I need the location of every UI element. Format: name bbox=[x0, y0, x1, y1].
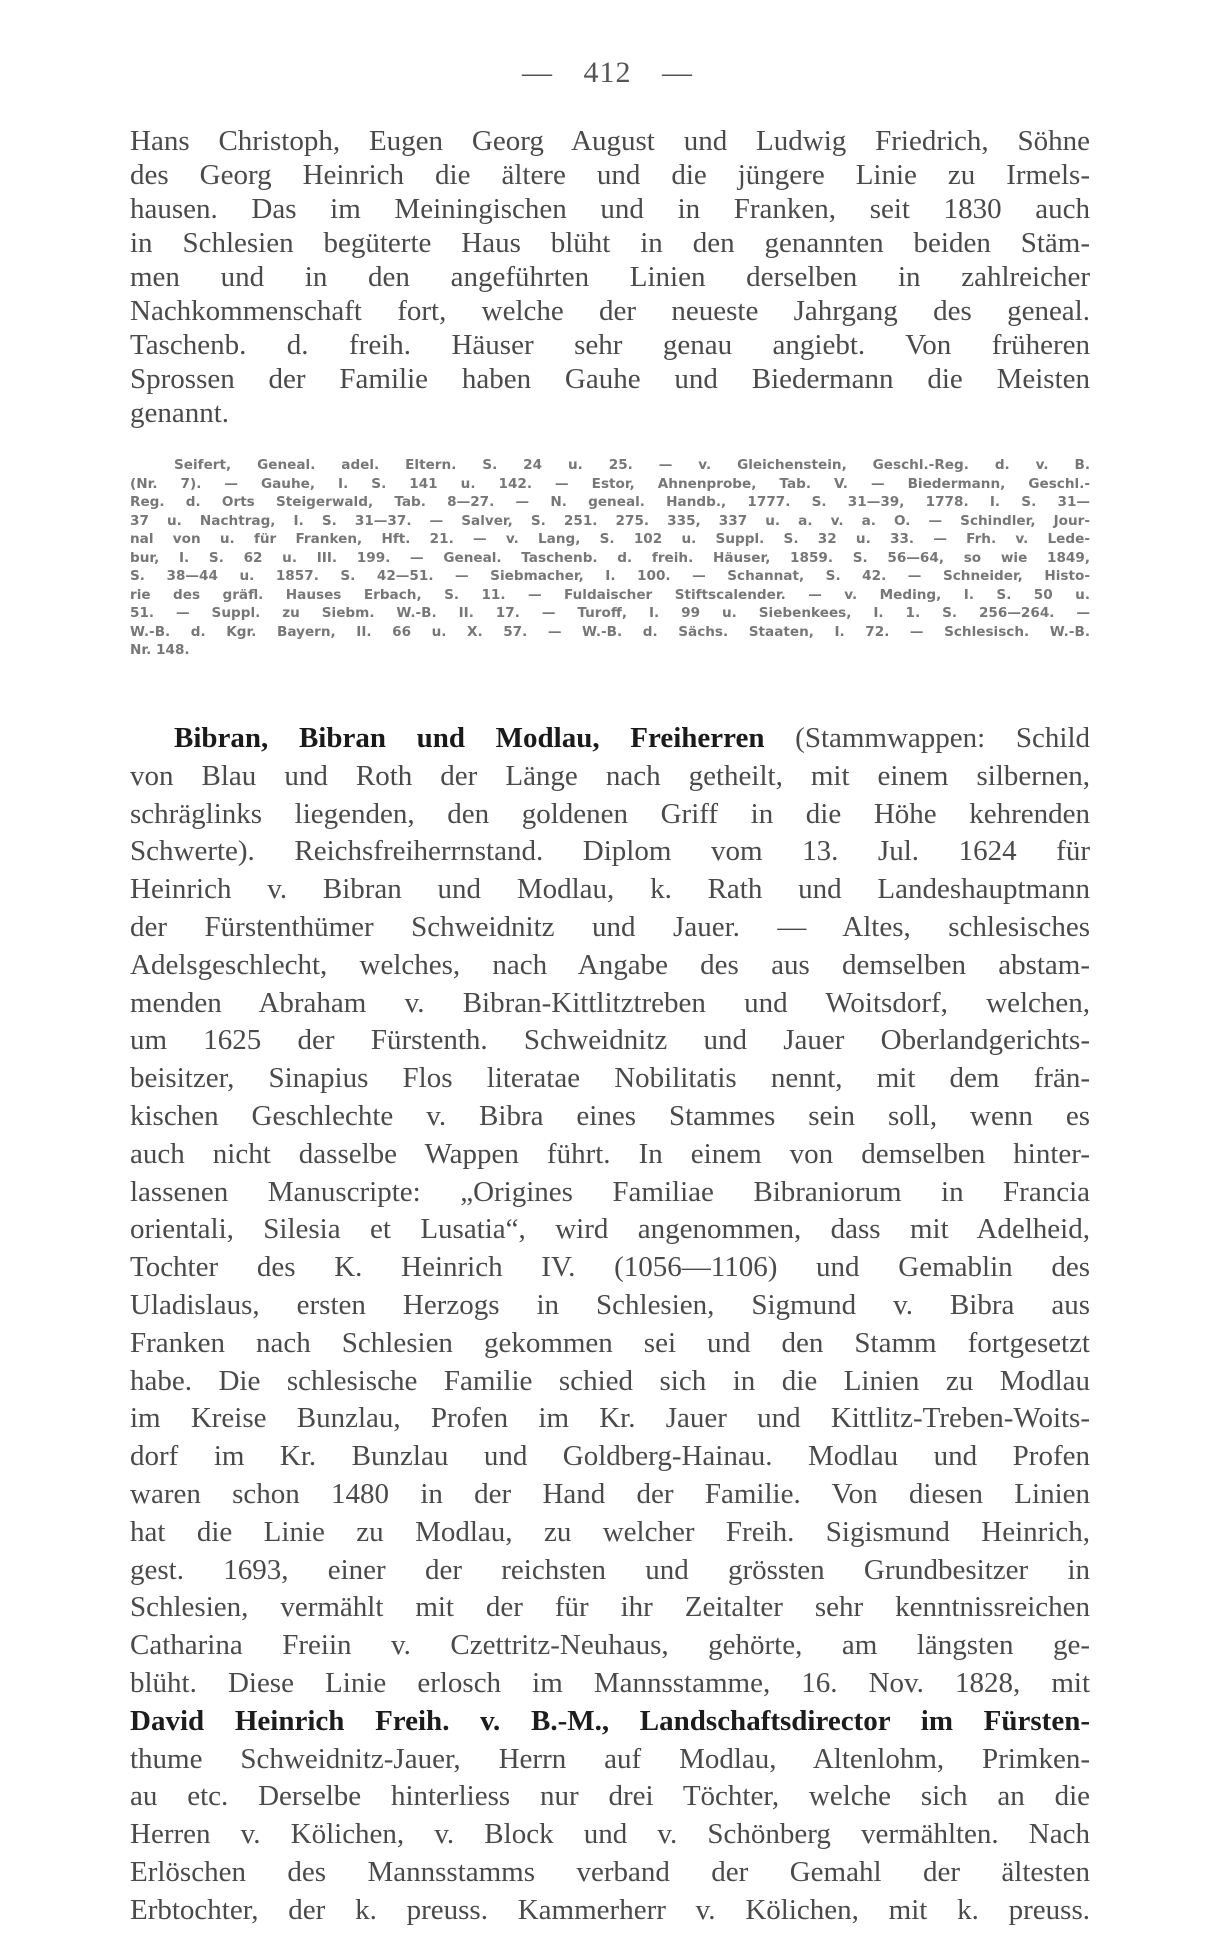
text-line: Heinrich v. Bibran und Modlau, k. Rath und Landeshauptmann bbox=[130, 873, 1090, 906]
text-line: Erbtochter, der k. preuss. Kammerherr v. Kölichen, mit k. preuss. bbox=[130, 1893, 1090, 1926]
text-line: Nachkommenschaft fort, welche der neueste Jahrgang des geneal. bbox=[130, 295, 1090, 327]
reference-line: rie des gräfl. Hauses Erbach, S. 11. — Fuldaischer Stiftscalender. — v. Meding, I. S. 50 u. bbox=[130, 586, 1090, 603]
text-line: men und in den angeführten Linien derselben in zahlreicher bbox=[130, 261, 1090, 293]
text-line: thume Schweidnitz-Jauer, Herrn auf Modlau, Altenlohm, Primken- bbox=[130, 1742, 1090, 1775]
entry-first-line bbox=[130, 720, 1090, 758]
text-line: hat die Linie zu Modlau, zu welcher Freih. Sigismund Heinrich, bbox=[130, 1515, 1090, 1548]
text-line: Taschenb. d. freih. Häuser sehr genau angiebt. Von früheren bbox=[130, 329, 1090, 361]
reference-line: 51. — Suppl. zu Siebm. W.-B. II. 17. — Turoff, I. 99 u. Siebenkees, I. 1. S. 256—264. — bbox=[130, 605, 1090, 621]
text-line: in Schlesien begüterte Haus blüht in den genannten beiden Stäm- bbox=[130, 227, 1090, 259]
text-line: Erlöschen des Mannsstamms verband der Gemahl der ältesten bbox=[130, 1855, 1090, 1888]
text-line: Schlesien, vermählt mit der für ihr Zeitalter sehr kenntnissreichen bbox=[130, 1591, 1090, 1624]
continuation-paragraph bbox=[130, 124, 1090, 430]
text-line: orientali, Silesia et Lusatia“, wird angenommen, dass mit Adelheid, bbox=[130, 1213, 1090, 1246]
text-line: lassenen Manuscripte: „Origines Familiae Bibraniorum in Francia bbox=[130, 1175, 1090, 1208]
references-block bbox=[130, 456, 1090, 660]
text-line: schräglinks liegenden, den goldenen Griff in die Höhe kehrenden bbox=[130, 797, 1090, 830]
text-line: Schwerte). Reichsfreiherrnstand. Diplom vom 13. Jul. 1624 für bbox=[130, 835, 1090, 868]
text-line: beisitzer, Sinapius Flos literatae Nobilitatis nennt, mit dem frän- bbox=[130, 1062, 1090, 1095]
text-line: Uladislaus, ersten Herzogs in Schlesien, Sigmund v. Bibra aus bbox=[130, 1288, 1090, 1321]
text-line: au etc. Derselbe hinterliess nur drei Töchter, welche sich an die bbox=[130, 1780, 1090, 1813]
text-line: gest. 1693, einer der reichsten und grössten Grundbesitzer in bbox=[130, 1553, 1090, 1586]
text-line: Tochter des K. Heinrich IV. (1056—1106) und Gemablin des bbox=[130, 1251, 1090, 1284]
text-line: Catharina Freiin v. Czettritz-Neuhaus, gehörte, am längsten ge- bbox=[130, 1629, 1090, 1662]
text-line: Hans Christoph, Eugen Georg August und Ludwig Friedrich, Söhne bbox=[130, 125, 1090, 157]
entry-bibran-modlau bbox=[130, 720, 1090, 1930]
text-line: um 1625 der Fürstenth. Schweidnitz und Jauer Oberlandgerichts- bbox=[130, 1024, 1090, 1057]
text-line: menden Abraham v. Bibran-Kittlitztreben und Woitsdorf, welchen, bbox=[130, 986, 1090, 1019]
reference-line: W.-B. d. Kgr. Bayern, II. 66 u. X. 57. — W.-B. d. Sächs. Staaten, I. 72. — Schlesisch. W.-B. bbox=[130, 623, 1090, 640]
entry-heading: Bibran, Bibran und Modlau, Freiherren bbox=[174, 722, 765, 754]
reference-line: bur, I. S. 62 u. III. 199. — Geneal. Taschenb. d. freih. Häuser, 1859. S. 56—64, so wie 1849, bbox=[130, 549, 1090, 566]
text-line: des Georg Heinrich die ältere und die jüngere Linie zu Irmels- bbox=[130, 159, 1090, 191]
text-line: Herren v. Kölichen, v. Block und v. Schönberg vermählten. Nach bbox=[130, 1818, 1090, 1851]
text-line: blüht. Diese Linie erlosch im Mannsstamme, 16. Nov. 1828, mit bbox=[130, 1666, 1090, 1699]
text-line: genannt. bbox=[130, 397, 230, 429]
reference-line: Nr. 148. bbox=[130, 642, 190, 658]
text-line: von Blau und Roth der Länge nach getheilt, mit einem silbernen, bbox=[130, 759, 1090, 792]
text-line: auch nicht dasselbe Wappen führt. In einem von demselben hinter- bbox=[130, 1137, 1090, 1170]
page-number-header bbox=[0, 56, 1215, 90]
page-number-dash-left: — bbox=[522, 56, 553, 89]
text-line: Franken nach Schlesien gekommen sei und den Stamm fortgesetzt bbox=[130, 1326, 1090, 1359]
reference-line: nal von u. für Franken, Hft. 21. — v. Lang, S. 102 u. Suppl. S. 32 u. 33. — Frh. v. Lede- bbox=[130, 531, 1090, 547]
text-line: dorf im Kr. Bunzlau und Goldberg-Hainau. Modlau und Profen bbox=[130, 1440, 1090, 1473]
reference-line: S. 38—44 u. 1857. S. 42—51. — Siebmacher, I. 100. — Schannat, S. 42. — Schneider, Histo- bbox=[130, 568, 1090, 584]
text-line: kischen Geschlechte v. Bibra eines Stammes sein soll, wenn es bbox=[130, 1099, 1090, 1132]
text-line: habe. Die schlesische Familie schied sich in die Linien zu Modlau bbox=[130, 1364, 1090, 1397]
reference-line: 37 u. Nachtrag, I. S. 31—37. — Salver, S. 251. 275. 335, 337 u. a. v. a. O. — Schindler, Jour- bbox=[130, 512, 1090, 529]
text-line: der Fürstenthümer Schweidnitz und Jauer. — Altes, schlesisches bbox=[130, 910, 1090, 943]
text-line: Adelsgeschlecht, welches, nach Angabe des aus demselben abstam- bbox=[130, 948, 1090, 981]
page-number-dash-right: — bbox=[662, 56, 693, 89]
reference-line: Seifert, Geneal. adel. Eltern. S. 24 u. 25. — v. Gleichenstein, Geschl.-Reg. d. v. B. bbox=[174, 457, 1090, 473]
text-line: waren schon 1480 in der Hand der Familie. Von diesen Linien bbox=[130, 1477, 1090, 1510]
reference-line: (Nr. 7). — Gauhe, I. S. 141 u. 142. — Estor, Ahnenprobe, Tab. V. — Biedermann, Geschl.- bbox=[130, 475, 1090, 492]
text-line: hausen. Das im Meiningischen und in Franken, seit 1830 auch bbox=[130, 193, 1090, 225]
reference-line: Reg. d. Orts Steigerwald, Tab. 8—27. — N. geneal. Handb., 1777. S. 31—39, 1778. I. S. 31— bbox=[130, 494, 1090, 510]
text-line: Sprossen der Familie haben Gauhe und Biedermann die Meisten bbox=[130, 363, 1090, 395]
entry-first-line-rest: (Stammwappen: Schild bbox=[795, 722, 1091, 754]
text-line: David Heinrich Freih. v. B.-M., Landschaftsdirector im Fürsten- bbox=[130, 1704, 1090, 1737]
page-number: 412 bbox=[583, 56, 632, 89]
text-line: im Kreise Bunzlau, Profen im Kr. Jauer und Kittlitz-Treben-Woits- bbox=[130, 1402, 1090, 1435]
